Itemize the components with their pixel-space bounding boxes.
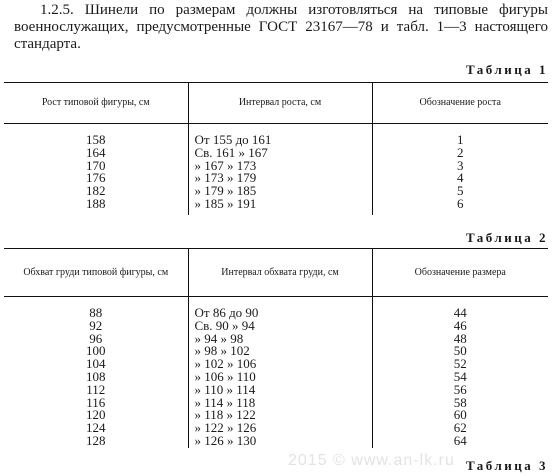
table-cell: 88: [89, 305, 103, 320]
table-cell: 188: [86, 195, 106, 211]
table-cell: 170: [86, 157, 106, 173]
table-cell: » 185 » 191: [188, 198, 372, 211]
table1-header-cell: Интервал роста, см: [188, 83, 372, 124]
table-cell: » 94 » 98: [188, 333, 372, 346]
table-cell: 108: [86, 368, 106, 384]
watermark-text: 2015 © www.an-lk.ru: [288, 452, 455, 469]
table1-header-cell: Обозначение роста: [372, 83, 548, 124]
table-cell: 58: [372, 397, 548, 410]
table2-header-cell: Обхват груди типовой фигуры, см: [4, 249, 188, 297]
table-cell: 44: [372, 307, 548, 320]
table1-header-cell: Рост типовой фигуры, см: [4, 83, 188, 124]
table-cell: 62: [372, 422, 548, 435]
table-cell: 1: [372, 134, 548, 147]
table-cell: 50: [372, 345, 548, 358]
table-cell: 104: [86, 356, 106, 372]
table-cell: 120: [86, 407, 106, 423]
table-cell: 182: [86, 183, 106, 199]
table-cell: » 173 » 179: [188, 172, 372, 185]
table-cell: 4: [372, 172, 548, 185]
table1: [4, 82, 548, 215]
table-cell: 100: [86, 343, 106, 359]
table2: [4, 248, 548, 448]
table-cell: 5: [372, 185, 548, 198]
table-cell: » 167 » 173: [188, 160, 372, 173]
table-cell: 128: [86, 432, 106, 448]
table-cell: » 98 » 102: [188, 345, 372, 358]
table1-header-row: [4, 83, 548, 124]
table-cell: » 122 » 126: [188, 422, 372, 435]
table-cell: Св. 161 » 167: [188, 147, 372, 160]
table-cell: 54: [372, 371, 548, 384]
table-cell: 176: [86, 170, 106, 186]
table-cell: От 86 до 90: [188, 307, 372, 320]
table2-header-cell: Интервал обхвата груди, см: [188, 249, 372, 297]
table-cell: » 102 » 106: [188, 358, 372, 371]
table2-header-cell: Обозначение размера: [372, 249, 548, 297]
table-cell: » 110 » 114: [188, 384, 372, 397]
table-cell: 164: [86, 144, 106, 160]
table-cell: 2: [372, 147, 548, 160]
table-cell: » 114 » 118: [188, 397, 372, 410]
intro-paragraph-text: 1.2.5. Шинели по размерам должны изготовляться на типовые фигуры военнослужащих, предусмотренные ГОСТ 23167—78 и табл. 1—3 настоящего стандарта.: [14, 2, 548, 52]
table1-caption: Таблица 1: [465, 62, 548, 77]
table-cell: » 118 » 122: [188, 409, 372, 422]
table-row: [4, 198, 548, 211]
table-cell: 158: [86, 132, 106, 147]
table-cell: » 179 » 185: [188, 185, 372, 198]
table-cell: » 126 » 130: [188, 435, 372, 448]
table-cell: 96: [89, 330, 103, 346]
table3-caption: Таблица 3: [465, 458, 548, 473]
table-cell: » 106 » 110: [188, 371, 372, 384]
table-cell: 48: [372, 333, 548, 346]
table-cell: 3: [372, 160, 548, 173]
table-cell: 56: [372, 384, 548, 397]
table2-header-row: [4, 249, 548, 297]
table-cell: 116: [86, 394, 106, 410]
table-cell: 112: [86, 381, 106, 397]
intro-paragraph: [14, 2, 548, 53]
table-cell: 6: [372, 198, 548, 211]
table-cell: От 155 до 161: [188, 134, 372, 147]
table-cell: 52: [372, 358, 548, 371]
table2-caption: Таблица 2: [465, 230, 548, 245]
table-cell: 64: [372, 435, 548, 448]
table-row: [4, 435, 548, 448]
table-cell: 92: [89, 317, 103, 333]
table-cell: 124: [86, 420, 106, 436]
table-cell: Св. 90 » 94: [188, 320, 372, 333]
table-cell: 60: [372, 409, 548, 422]
table-cell: 46: [372, 320, 548, 333]
